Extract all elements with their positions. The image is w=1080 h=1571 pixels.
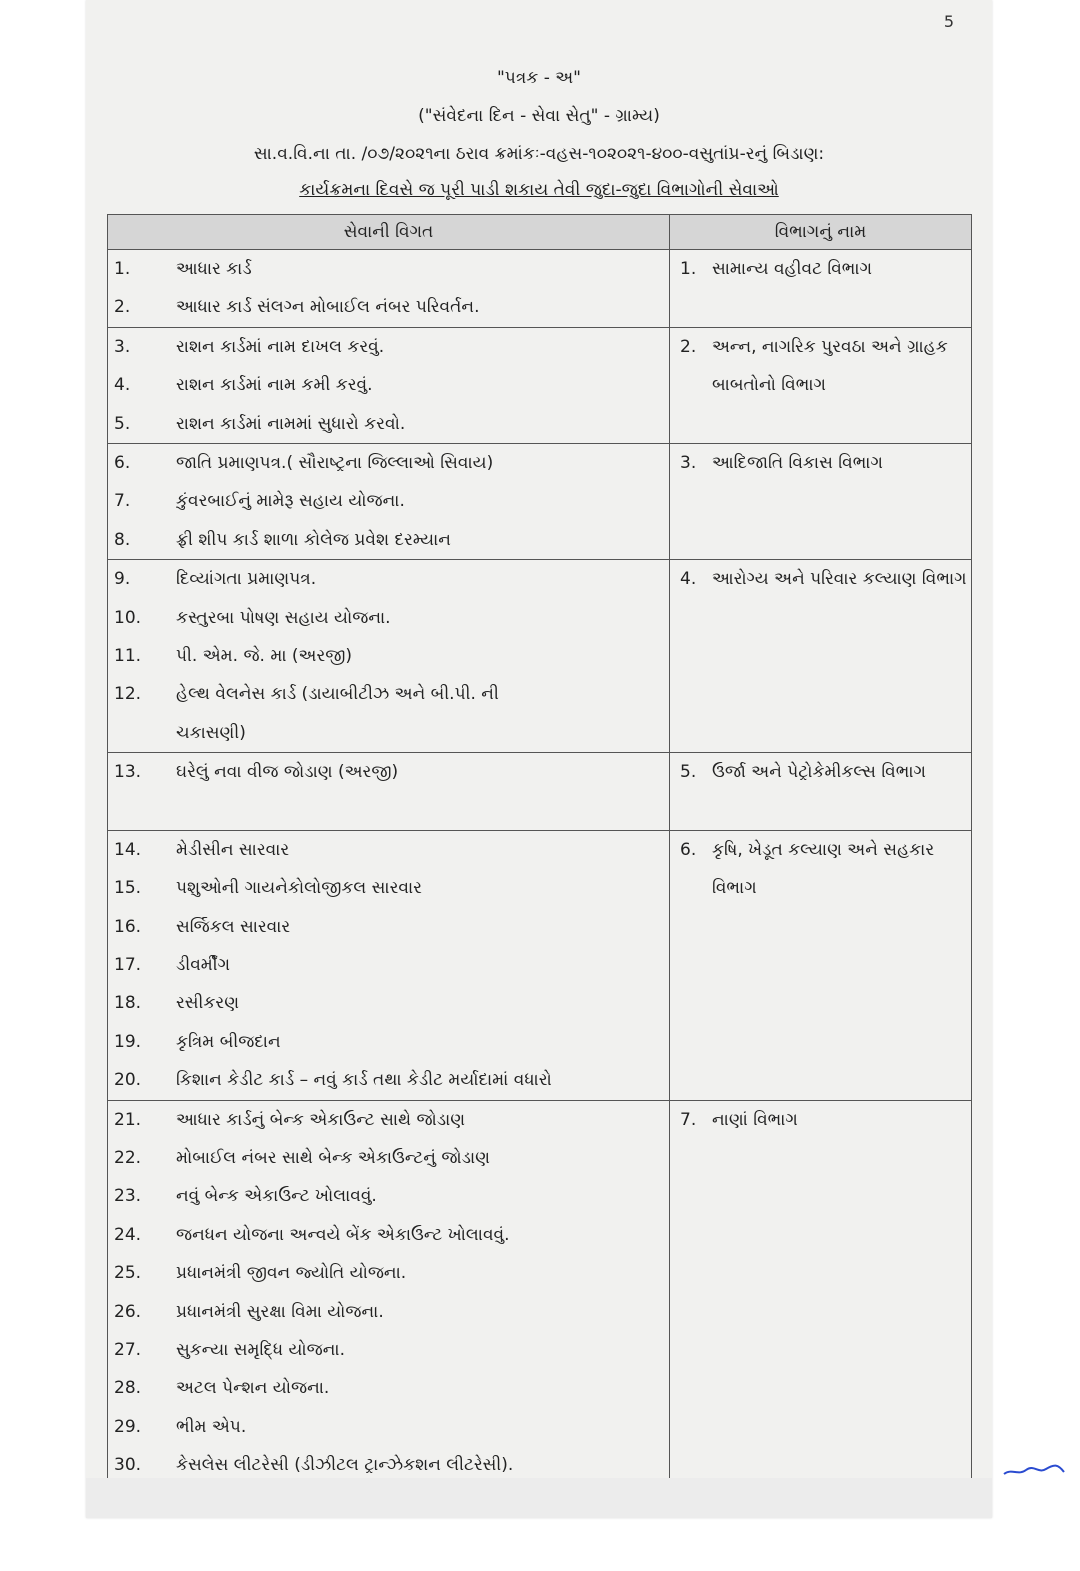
service-item xyxy=(108,405,669,443)
department-cell xyxy=(670,1100,972,1485)
department-cell xyxy=(670,830,972,1100)
document-page xyxy=(86,0,992,1518)
service-number: 30. xyxy=(114,1455,142,1476)
table-row xyxy=(108,327,972,443)
department-number: 4. xyxy=(680,569,697,590)
service-item xyxy=(108,1061,669,1099)
service-text: કસ્તુરબા પોષણ સહાય યોજના. xyxy=(176,607,391,628)
department-number: 7. xyxy=(680,1109,697,1130)
service-item xyxy=(108,599,669,637)
heading-patrak: "પત્રક - અ" xyxy=(496,68,581,88)
page-number: 5 xyxy=(943,12,954,31)
service-text: જનધન યોજના અન્વયે બેંક એકાઉન્ટ ખોલાવવું. xyxy=(176,1224,510,1245)
department-item xyxy=(670,1101,971,1139)
service-number: 12. xyxy=(114,684,142,705)
service-text: ઘરેલું નવા વીજ જોડાણ (અરજી) xyxy=(176,762,399,783)
service-number xyxy=(108,791,176,829)
department-cell xyxy=(670,560,972,753)
service-item xyxy=(108,482,669,520)
service-item xyxy=(108,946,669,984)
service-number: 5. xyxy=(114,413,131,434)
service-text: આધાર કાર્ડનું બેન્ક એકાઉન્ટ સાથે જોડાણ xyxy=(176,1109,466,1130)
service-number: 16. xyxy=(114,916,142,937)
service-item xyxy=(108,1369,669,1407)
service-text: પ્રધાનમંત્રી જીવન જ્યોતિ યોજના. xyxy=(176,1263,407,1284)
service-item xyxy=(108,1216,669,1254)
service-text: જાતિ પ્રમાણપત્ર.( સૌરાષ્ટ્રના જિલ્લાઓ સિવાય) xyxy=(176,452,494,473)
service-text: પ્રધાનમંત્રી સુરક્ષા વિમા યોજના. xyxy=(176,1301,384,1322)
service-text: ડીવર્મીંગ xyxy=(176,955,231,976)
service-number: 4. xyxy=(114,375,131,396)
department-cell xyxy=(670,250,972,328)
department-cell xyxy=(670,327,972,443)
header-service-details: સેવાની વિગત xyxy=(108,215,670,250)
service-item xyxy=(108,753,669,791)
service-text: મોબાઈલ નંબર સાથે બેન્ક એકાઉન્ટનું જોડાણ xyxy=(176,1147,490,1168)
service-item xyxy=(108,1254,669,1292)
table-row xyxy=(108,250,972,328)
service-text: રાશન કાર્ડમાં નામ કમી કરવું. xyxy=(176,375,373,396)
service-number: 26. xyxy=(114,1301,142,1322)
service-number: 6. xyxy=(114,452,131,473)
service-number: 23. xyxy=(114,1186,142,1207)
service-text: કિશાન કેડીટ કાર્ડ – નવું કાર્ડ તથા કેડીટ મર્યાદામાં વધારો xyxy=(176,1070,552,1091)
department-number: 2. xyxy=(680,336,697,357)
department-cell xyxy=(670,443,972,559)
service-number: 3. xyxy=(114,336,131,357)
service-cell xyxy=(108,443,670,559)
service-number: 10. xyxy=(114,607,142,628)
table-row xyxy=(108,443,972,559)
service-item xyxy=(108,984,669,1022)
services-table xyxy=(107,214,972,1486)
department-item xyxy=(670,444,971,482)
service-item xyxy=(108,908,669,946)
service-number: 9. xyxy=(114,569,131,590)
service-text: પી. એમ. જે. મા (અરજી) xyxy=(176,645,353,666)
service-item xyxy=(108,831,669,869)
department-name: આદિજાતિ વિકાસ વિભાગ xyxy=(712,452,883,473)
department-number: 6. xyxy=(680,839,697,860)
department-name: કૃષિ, ખેડૂત કલ્યાણ અને સહકાર વિભાગ xyxy=(712,839,935,899)
service-text: આધાર કાર્ડ xyxy=(176,259,252,279)
service-text: સુકન્યા સમૃદ્ધિ યોજના. xyxy=(176,1339,345,1360)
signature-mark xyxy=(1002,1458,1072,1478)
service-item xyxy=(108,328,669,366)
service-number: 13. xyxy=(114,762,142,783)
department-item xyxy=(670,753,971,791)
service-number: 29. xyxy=(114,1416,142,1437)
service-text: અટલ પેન્શન યોજના. xyxy=(176,1378,330,1399)
service-text: આધાર કાર્ડ સંલગ્ન મોબાઈલ નંબર પરિવર્તન. xyxy=(176,297,480,318)
service-item xyxy=(108,637,669,675)
table-row xyxy=(108,830,972,1100)
service-item xyxy=(108,1331,669,1369)
service-item xyxy=(108,366,669,404)
service-cell xyxy=(108,1100,670,1485)
service-item xyxy=(108,1293,669,1331)
department-number: 1. xyxy=(680,259,697,279)
service-cell xyxy=(108,327,670,443)
header-department-name: વિભાગનું નામ xyxy=(670,215,972,250)
service-item xyxy=(108,560,669,598)
department-item xyxy=(670,250,971,288)
service-item xyxy=(108,444,669,482)
heading-services-title: કાર્યક્રમના દિવસે જ પૂરી પાડી શકાય તેવી જુદા-જુદા વિભાગોની સેવાઓ xyxy=(299,180,779,200)
service-cell xyxy=(108,250,670,328)
service-number: 11. xyxy=(114,645,142,666)
service-text: કુંવરબાઈનું મામેરૂ સહાય યોજના. xyxy=(176,491,405,512)
service-item xyxy=(108,791,669,829)
service-text xyxy=(176,791,669,829)
department-name: સામાન્ય વહીવટ વિભાગ xyxy=(712,259,872,279)
service-item xyxy=(108,675,669,713)
service-item xyxy=(108,1177,669,1215)
service-item xyxy=(108,869,669,907)
service-number: 17. xyxy=(114,955,142,976)
service-number: 7. xyxy=(114,491,131,512)
service-text: રાશન કાર્ડમાં નામમાં સુધારો કરવો. xyxy=(176,413,406,434)
service-text: ચકાસણી) xyxy=(176,722,246,743)
service-number: 1. xyxy=(114,259,131,279)
table-row xyxy=(108,753,972,831)
service-number: 8. xyxy=(114,529,131,550)
service-item xyxy=(108,1101,669,1139)
service-number: 21. xyxy=(114,1109,142,1130)
service-item xyxy=(108,250,669,288)
bottom-bar xyxy=(86,1478,992,1518)
service-number: 15. xyxy=(114,878,142,899)
service-item xyxy=(108,1139,669,1177)
service-item xyxy=(108,714,669,752)
service-cell xyxy=(108,830,670,1100)
service-text: ભીમ એપ. xyxy=(176,1416,247,1437)
table-body xyxy=(108,250,972,1486)
service-item xyxy=(108,288,669,326)
service-text: ફ્રી શીપ કાર્ડ શાળા કોલેજ પ્રવેશ દરમ્યાન xyxy=(176,529,451,550)
department-cell xyxy=(670,753,972,831)
department-name: આરોગ્ય અને પરિવાર કલ્યાણ વિભાગ xyxy=(712,569,967,590)
department-name: નાણાં વિભાગ xyxy=(712,1109,798,1130)
service-text: કૃત્રિમ બીજદાન xyxy=(176,1031,281,1052)
service-text: હેલ્થ વેલનેસ કાર્ડ (ડાયાબીટીઝ અને બી.પી. ની xyxy=(176,684,499,705)
department-name: અન્ન, નાગરિક પુરવઠા અને ગ્રાહક બાબતોનો વિભાગ xyxy=(712,336,948,396)
service-text: સર્જિકલ સારવાર xyxy=(176,916,291,937)
service-number: 18. xyxy=(114,993,142,1014)
service-number xyxy=(108,714,176,752)
service-number: 25. xyxy=(114,1263,142,1284)
table-header-row xyxy=(108,215,972,250)
department-item xyxy=(670,328,971,405)
department-number: 5. xyxy=(680,762,697,783)
heading-program: ("સંવેદના દિન - સેવા સેતુ" - ગ્રામ્ય) xyxy=(418,106,660,126)
service-number: 22. xyxy=(114,1147,142,1168)
department-name: ઉર્જા અને પેટ્રોકેમીકલ્સ વિભાગ xyxy=(712,762,926,783)
service-text: કેસલેસ લીટરેસી (ડીઝીટલ ટ્રાન્ઝેકશન લીટરેસી). xyxy=(176,1455,514,1476)
service-number: 28. xyxy=(114,1378,142,1399)
service-number: 19. xyxy=(114,1031,142,1052)
service-number: 14. xyxy=(114,839,142,860)
service-item xyxy=(108,1408,669,1446)
department-number: 3. xyxy=(680,452,697,473)
service-number: 2. xyxy=(114,297,131,318)
service-text: નવું બેન્ક એકાઉન્ટ ખોલાવવું. xyxy=(176,1186,377,1207)
service-cell xyxy=(108,560,670,753)
service-cell xyxy=(108,753,670,831)
service-text: રસીકરણ xyxy=(176,993,240,1014)
table-row xyxy=(108,1100,972,1485)
department-item xyxy=(670,831,971,908)
service-text: રાશન કાર્ડમાં નામ દાખલ કરવું. xyxy=(176,336,385,357)
heading-resolution: સા.વ.વિ.ના તા. /૦૭/૨૦૨૧ના ઠરાવ ક્રમાંકઃ-વહસ-૧૦૨૦૨૧-૪૦૦-વસુતાંપ્ર-રનું બિડાણ: xyxy=(253,144,825,164)
service-item xyxy=(108,521,669,559)
service-text: દિવ્યાંગતા પ્રમાણપત્ર. xyxy=(176,569,317,590)
service-number: 24. xyxy=(114,1224,142,1245)
table-row xyxy=(108,560,972,753)
service-number: 27. xyxy=(114,1339,142,1360)
service-number: 20. xyxy=(114,1070,142,1091)
service-item xyxy=(108,1023,669,1061)
department-item xyxy=(670,560,971,598)
service-text: પશુઓની ગાયનેકોલોજીકલ સારવાર xyxy=(176,878,422,899)
service-text: મેડીસીન સારવાર xyxy=(176,839,290,860)
